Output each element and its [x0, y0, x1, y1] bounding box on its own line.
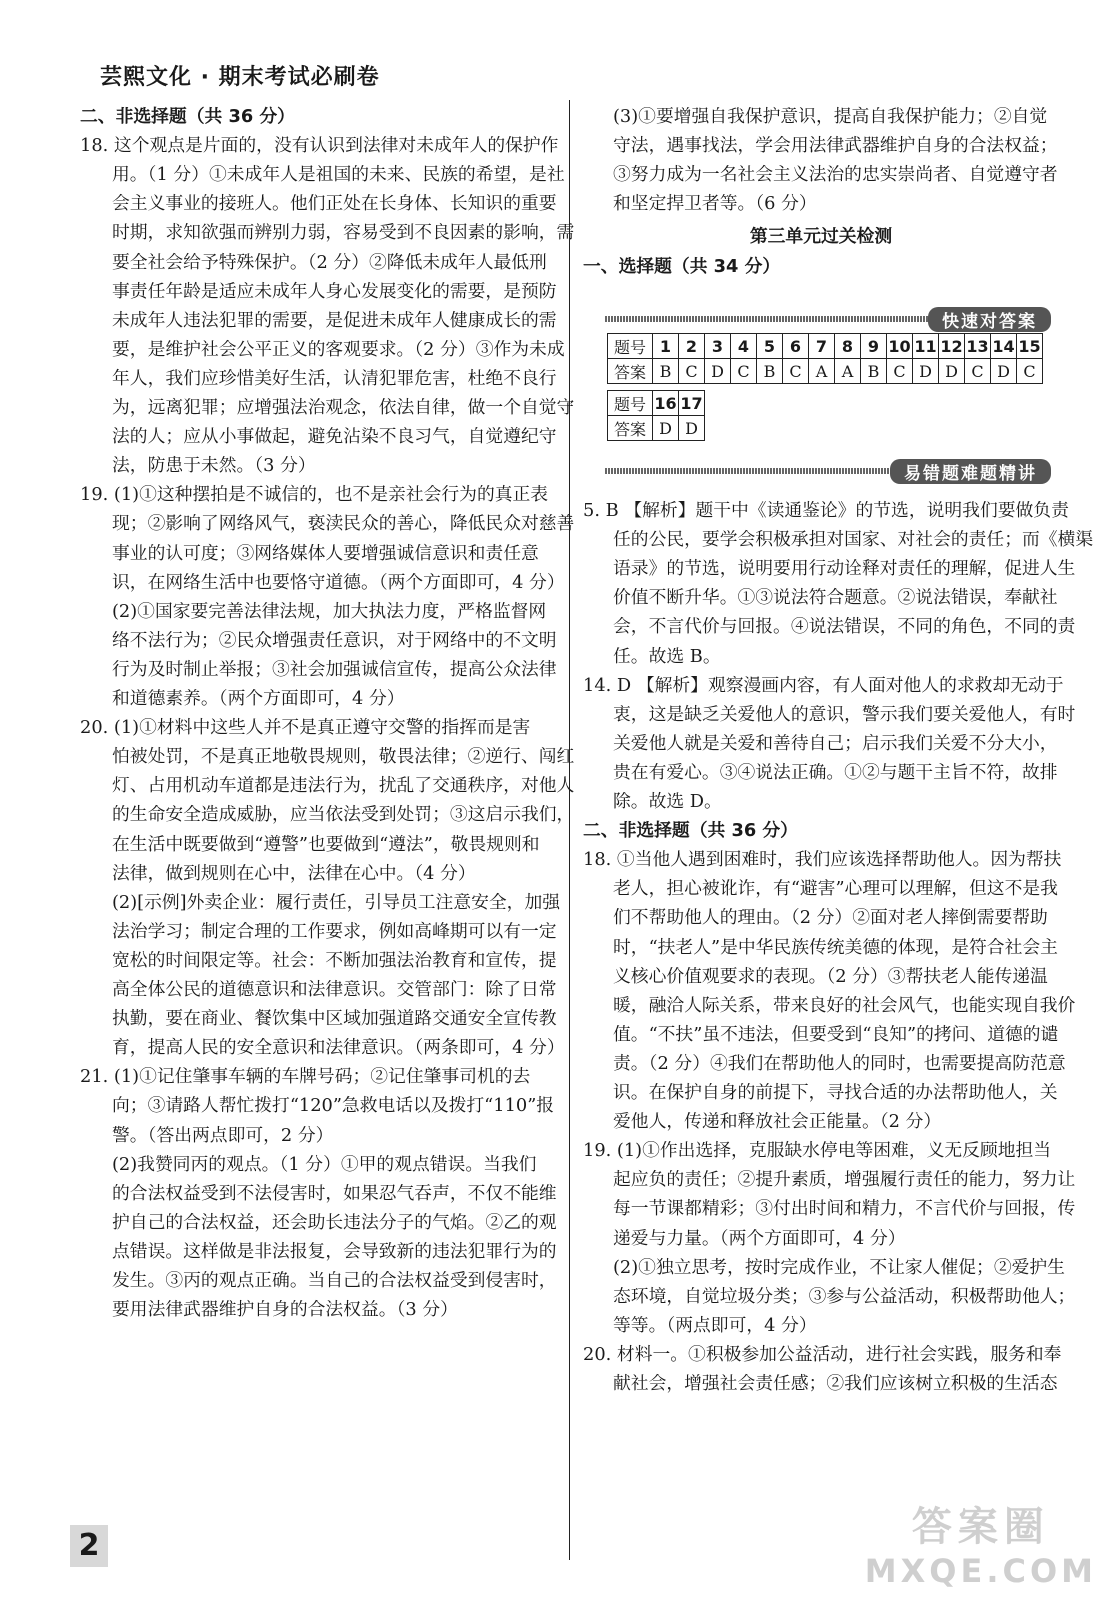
text-line: 的合法权益受到不法侵害时，如果忍气吞声，不仅不能维	[112, 1182, 557, 1204]
question-line: 14. D 【解析】观察漫画内容，有人面对他人的求救却无动于	[583, 674, 1064, 696]
text-line: 时，“扶老人”是中华民族传统美德的体现，是符合社会主	[613, 936, 1058, 958]
question-number-cell: 13	[965, 334, 991, 359]
question-number-cell: 2	[679, 334, 705, 359]
row-label: 题号	[608, 334, 653, 359]
question-line: 18. ①当他人遇到困难时，我们应该选择帮助他人。因为帮扶	[583, 849, 1062, 871]
answer-cell: A	[835, 359, 861, 384]
answer-cell: D	[991, 359, 1017, 384]
answer-cell: C	[679, 359, 705, 384]
text-line: 们不帮助他人的理由。（2 分）②面对老人摔倒需要帮助	[613, 907, 1048, 929]
question-number-cell: 6	[783, 334, 809, 359]
text-line: 暖，融洽人际关系，带来良好的社会风气，也能实现自我价	[613, 994, 1076, 1016]
answer-cell: B	[757, 359, 783, 384]
text-line: 爱他人，传递和释放社会正能量。（2 分）	[613, 1111, 942, 1133]
question-line: 20. (1)①材料中这些人并不是真正遵守交警的指挥而是害	[80, 717, 531, 739]
answer-cell: D	[705, 359, 731, 384]
text-line: 在生活中既要做到“遵警”也要做到“遵法”，敬畏规则和	[112, 833, 540, 855]
text-line: 识，在网络生活中也要恪守道德。（两个方面即可，4 分）	[112, 571, 565, 593]
text-line: 义核心价值观要求的表现。（2 分）③帮扶老人能传递温	[613, 965, 1048, 987]
question-number-cell: 4	[731, 334, 757, 359]
row-label: 题号	[608, 391, 653, 416]
table-row	[608, 334, 1043, 359]
text-line: 宽松的时间限定等。社会：不断加强法治教育和宣传，提	[112, 949, 557, 971]
question-line: 19. (1)①这种摆拍是不诚信的，也不是亲社会行为的真正表	[80, 484, 549, 506]
answer-cell: C	[731, 359, 757, 384]
question-number-cell: 7	[809, 334, 835, 359]
text-line: 和道德素养。（两个方面即可，4 分）	[112, 688, 405, 709]
text-line: 任的公民，要学会积极承担对国家、对社会的责任；而《横渠	[613, 529, 1094, 551]
question-line: 21. (1)①记住肇事车辆的车牌号码；②记住肇事司机的去	[80, 1066, 531, 1088]
text-line: 事业的认可度；③网络媒体人要增强诚信意识和责任意	[112, 542, 539, 564]
section-heading: 二、非选择题（共 36 分）	[80, 106, 295, 127]
table-row	[608, 416, 705, 441]
text-line: 执勤，要在商业、餐饮集中区域加强道路交通安全宣传教	[112, 1008, 557, 1030]
text-line: 除。故选 D。	[613, 791, 722, 812]
text-line: 事责任年龄是适应未成年人身心发展变化的需要，是预防	[112, 280, 557, 302]
question-number-cell: 1	[653, 334, 679, 359]
question-number-cell: 9	[861, 334, 887, 359]
text-line: 守法，遇事找法，学会用法律武器维护自身的合法权益；	[613, 135, 1058, 157]
text-line: 识。在保护自身的前提下，寻找合适的办法帮助他人，关	[613, 1082, 1058, 1103]
answer-table-2	[607, 390, 705, 441]
text-line: 要用法律武器维护自身的合法权益。（3 分）	[112, 1299, 458, 1321]
text-line: 递爱与力量。（两个方面即可，4 分）	[613, 1227, 906, 1249]
text-line: 值。“不扶”虽不违法，但要受到“良知”的拷问、道德的谴	[613, 1023, 1059, 1045]
answer-cell: D	[679, 416, 705, 441]
question-number-cell: 16	[653, 391, 679, 416]
text-line: 法律，做到规则在心中，法律在心中。（4 分）	[112, 862, 476, 884]
answer-cell: D	[653, 416, 679, 441]
unit-title: 第三单元过关检测	[749, 226, 893, 248]
answer-cell: C	[965, 359, 991, 384]
text-line: 任。故选 B。	[613, 645, 721, 667]
table-row	[608, 391, 705, 416]
question-number-cell: 10	[887, 334, 913, 359]
text-line: 衷，这是缺乏关爱他人的意识，警示我们要关爱他人，有时	[613, 703, 1076, 725]
question-number-cell: 12	[939, 334, 965, 359]
text-line: 法，防患于未然。（3 分）	[112, 455, 316, 477]
text-line: 等等。（两点即可，4 分）	[613, 1314, 817, 1336]
text-line: 育，提高人民的安全意识和法律意识。（两条即可，4 分）	[112, 1037, 565, 1059]
text-line: 点错误。这样做是非法报复，会导致新的违法犯罪行为的	[112, 1240, 557, 1262]
text-line: (2)①国家要完善法律法规，加大执法力度，严格监督网	[112, 600, 547, 622]
question-line: 18. 这个观点是片面的，没有认识到法律对未成年人的保护作	[80, 135, 559, 157]
question-number-cell: 14	[991, 334, 1017, 359]
text-line: (2)[示例]外卖企业：履行责任，引导员工注意安全，加强	[112, 891, 561, 913]
question-number-cell: 15	[1017, 334, 1043, 359]
text-line: 行为及时制止举报；③社会加强诚信宣传，提高公众法律	[112, 658, 557, 680]
text-line: 用。（1 分）①未成年人是祖国的未来、民族的希望，是社	[112, 164, 565, 186]
row-label: 答案	[608, 416, 653, 441]
text-line: 法治学习；制定合理的工作要求，例如高峰期可以有一定	[112, 920, 557, 942]
answer-cell: B	[653, 359, 679, 384]
text-line: 怕被处罚，不是真正地敬畏规则，敬畏法律；②逆行、闯红	[112, 746, 575, 768]
text-line: 的生命安全造成威胁，应当依法受到处罚；③这启示我们，	[112, 804, 575, 826]
text-line: 护自己的合法权益，还会助长违法分子的气焰。②乙的观	[112, 1211, 557, 1233]
table-row	[608, 359, 1043, 384]
answer-table-1	[607, 333, 1043, 384]
text-line: 未成年人违法犯罪的需要，是促进未成年人健康成长的需	[112, 309, 557, 331]
text-line: 发生。③丙的观点正确。当自己的合法权益受到侵害时，	[112, 1270, 557, 1291]
question-number-cell: 3	[705, 334, 731, 359]
banner-rule	[605, 468, 890, 474]
question-line: 20. 材料一。①积极参加公益活动，进行社会实践，服务和奉	[583, 1343, 1062, 1365]
answer-cell: C	[1017, 359, 1043, 384]
banner-rule	[605, 316, 928, 322]
section-heading: 一、选择题（共 34 分）	[583, 256, 781, 278]
answer-cell: A	[809, 359, 835, 384]
page-header: 芸熙文化 · 期末考试必刷卷	[100, 65, 380, 90]
banner-quick-answers	[605, 308, 1051, 330]
question-number-cell: 17	[679, 391, 705, 416]
text-line: 献社会，增强社会责任感；②我们应该树立积极的生活态	[613, 1373, 1058, 1394]
answer-cell: C	[887, 359, 913, 384]
text-line: 会主义事业的接班人。他们正处在长身体、长知识的重要	[112, 193, 557, 215]
text-line: 责。（2 分）④我们在帮助他人的同时，也需要提高防范意	[613, 1052, 1066, 1074]
text-line: ③努力成为一名社会主义法治的忠实崇尚者、自觉遵守者	[613, 164, 1058, 186]
text-line: 法的人；应从小事做起，避免沾染不良习气，自觉遵纪守	[112, 426, 557, 448]
text-line: 警。（答出两点即可，2 分）	[112, 1124, 334, 1146]
answer-cell: D	[939, 359, 965, 384]
banner-label: 易错题难题精讲	[890, 459, 1051, 484]
question-number-cell: 5	[757, 334, 783, 359]
watermark-logo	[865, 1495, 1097, 1590]
banner-label: 快速对答案	[928, 307, 1051, 332]
question-number-cell: 8	[835, 334, 861, 359]
text-line: 老人，担心被讹诈，有“避害”心理可以理解，但这不是我	[613, 878, 1058, 900]
watermark-line1: 答案圈	[911, 1504, 1050, 1550]
text-line: 态环境，自觉垃圾分类；③参与公益活动，积极帮助他人；	[613, 1285, 1076, 1307]
text-line: 贵在有爱心。③④说法正确。①②与题干主旨不符，故排	[613, 761, 1058, 783]
text-line: (2)我赞同丙的观点。（1 分）①甲的观点错误。当我们	[112, 1153, 537, 1175]
text-line: 关爱他人就是关爱和善待自己；启示我们关爱不分大小，	[613, 732, 1058, 754]
page-number: 2	[70, 1525, 108, 1567]
text-line: (2)①独立思考，按时完成作业，不让家人催促；②爱护生	[613, 1256, 1065, 1278]
text-line: 起应负的责任；②提升素质，增强履行责任的能力，努力让	[613, 1169, 1076, 1191]
row-label: 答案	[608, 359, 653, 384]
text-line: 现；②影响了网络风气，亵渎民众的善心，降低民众对慈善	[112, 513, 575, 535]
text-line: (3)①要增强自我保护意识，提高自我保护能力；②自觉	[613, 106, 1048, 127]
question-line: 5. B 【解析】题干中《读通鉴论》的节选，说明我们要做负责	[583, 500, 1069, 521]
text-line: 向；③请路人帮忙拨打“120”急救电话以及拨打“110”报	[112, 1095, 555, 1117]
text-line: 价值不断升华。①③说法符合题意。②说法错误，奉献社	[613, 587, 1058, 609]
text-line: 络不法行为；②民众增强责任意识，对于网络中的不文明	[112, 629, 557, 651]
question-number-cell: 11	[913, 334, 939, 359]
text-line: 为，远离犯罪；应增强法治观念，依法自律，做一个自觉守	[112, 397, 575, 418]
text-line: 会，不言代价与回报。④说法错误，不同的角色，不同的责	[613, 616, 1076, 638]
text-line: 时期，求知欲强而辨别力弱，容易受到不良因素的影响，需	[112, 222, 575, 244]
text-line: 要全社会给予特殊保护。（2 分）②降低未成年人最低刑	[112, 251, 547, 273]
answer-cell: D	[913, 359, 939, 384]
answer-cell: C	[783, 359, 809, 384]
section-heading: 二、非选择题（共 36 分）	[583, 820, 798, 842]
answer-cell: B	[861, 359, 887, 384]
text-line: 每一节课都精彩；③付出时间和精力，不言代价与回报，传	[613, 1198, 1076, 1220]
question-line: 19. (1)①作出选择，克服缺水停电等困难，义无反顾地担当	[583, 1140, 1052, 1162]
text-line: 语录》的节选，说明要用行动诠释对责任的理解，促进人生	[613, 558, 1076, 580]
watermark-line2: MXQE.COM	[864, 1552, 1097, 1590]
text-line: 高全体公民的道德意识和法律意识。交管部门：除了日常	[112, 979, 557, 1000]
text-line: 要，是维护社会公平正义的客观要求。（2 分）③作为未成	[112, 338, 565, 360]
text-line: 灯、占用机动车道都是违法行为，扰乱了交通秩序，对他人	[112, 775, 575, 797]
text-line: 和坚定捍卫者等。（6 分）	[613, 193, 817, 215]
text-line: 年人，我们应珍惜美好生活，认清犯罪危害，杜绝不良行	[112, 367, 557, 389]
banner-hard-questions	[605, 460, 1051, 482]
